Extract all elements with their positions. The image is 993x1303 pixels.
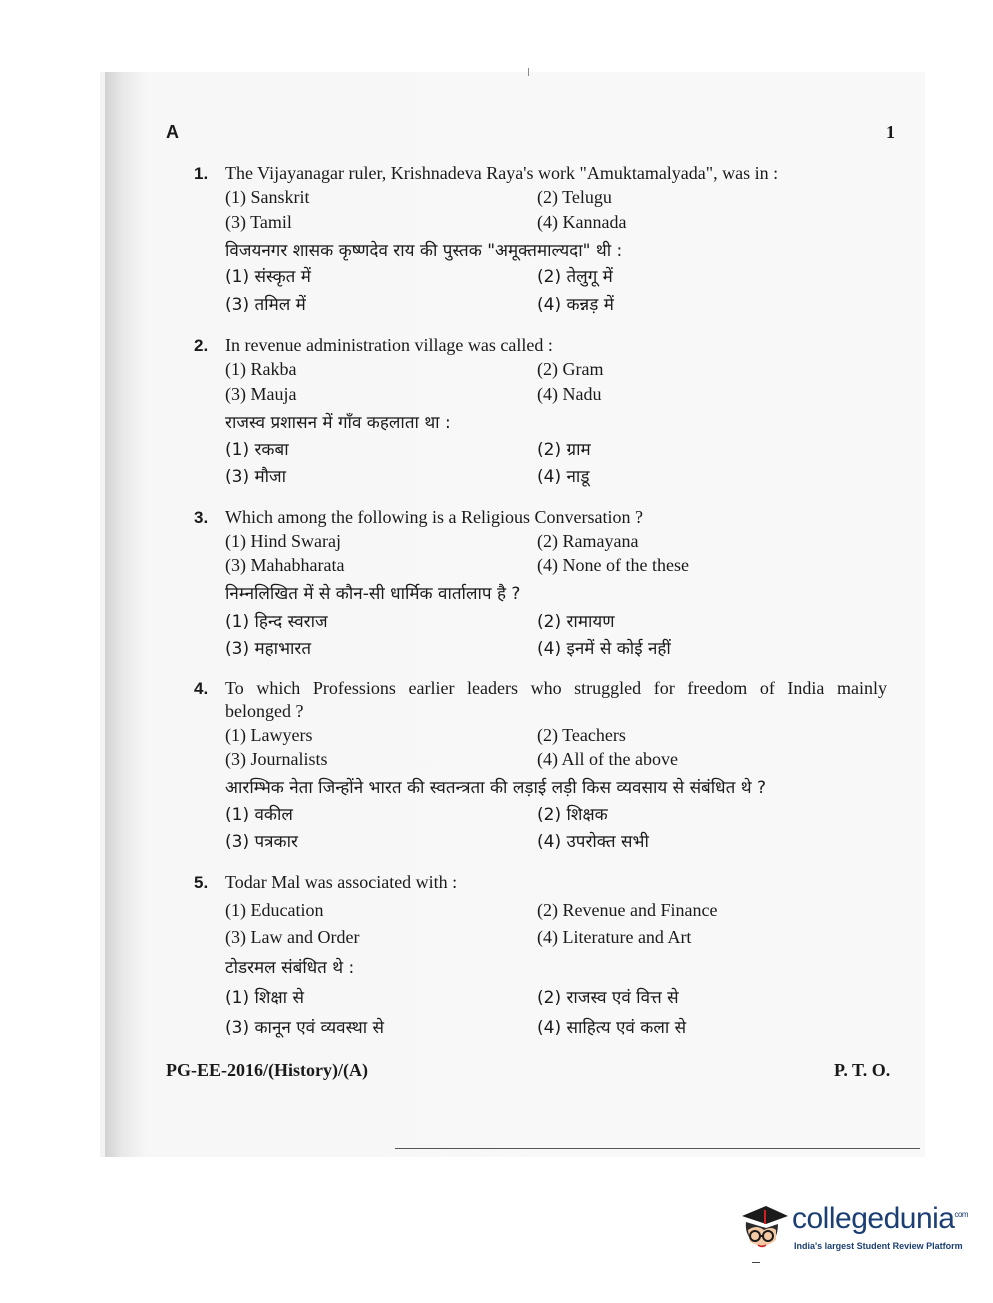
scan-mark: [752, 1262, 760, 1263]
question-4-option-4: (4) All of the above: [537, 749, 678, 769]
page-bottom-rule: [395, 1148, 920, 1149]
question-3-number: 3.: [194, 508, 209, 527]
question-3-option-2: (2) Ramayana: [537, 531, 639, 551]
question-3-option-3: (3) Mahabharata: [225, 555, 345, 575]
question-5-hindi: टोडरमल संबंधित थे :: [225, 958, 355, 978]
question-1-hindi-option-4: (4) कन्नड़ में: [537, 295, 614, 315]
question-4-hindi-option-3: (3) पत्रकार: [225, 832, 298, 852]
question-3-hindi-option-3: (3) महाभारत: [225, 639, 312, 659]
question-5-hindi-option-3: (3) कानून एवं व्यवस्था से: [225, 1018, 385, 1038]
please-turn-over: P. T. O.: [834, 1060, 891, 1080]
question-5-option-2: (2) Revenue and Finance: [537, 900, 718, 920]
question-2-hindi-option-4: (4) नाडू: [537, 467, 590, 487]
collegedunia-logo: [736, 1196, 969, 1256]
question-5-hindi-option-2: (2) राजस्व एवं वित्त से: [537, 988, 679, 1008]
question-2-option-2: (2) Gram: [537, 359, 604, 379]
question-4-option-2: (2) Teachers: [537, 725, 626, 745]
question-5-english: Todar Mal was associated with :: [225, 872, 458, 892]
question-5-hindi-option-1: (1) शिक्षा से: [225, 988, 304, 1008]
question-1-option-4: (4) Kannada: [537, 212, 627, 232]
logo-domain-suffix: com: [954, 1210, 969, 1219]
question-5-number: 5.: [194, 873, 209, 892]
question-1-option-1: (1) Sanskrit: [225, 187, 310, 207]
question-1-hindi-option-3: (3) तमिल में: [225, 295, 306, 315]
question-4-hindi-option-2: (2) शिक्षक: [537, 805, 608, 825]
question-1-hindi: विजयनगर शासक कृष्णदेव राय की पुस्तक "अमूक्तमाल्यदा" थी :: [225, 241, 623, 261]
question-2-english: In revenue administration village was called :: [225, 335, 553, 355]
question-5-option-3: (3) Law and Order: [225, 927, 360, 947]
question-2-hindi-option-2: (2) ग्राम: [537, 440, 591, 460]
question-5-hindi-option-4: (4) साहित्य एवं कला से: [537, 1018, 687, 1038]
question-3-english: Which among the following is a Religious Conversation ?: [225, 507, 643, 527]
question-2-number: 2.: [194, 336, 209, 355]
question-2-option-4: (4) Nadu: [537, 384, 602, 404]
question-4-hindi: आरम्भिक नेता जिन्होंने भारत की स्वतन्त्रता की लड़ाई लड़ी किस व्यवसाय से संबंधित थे ?: [225, 778, 767, 798]
series-code: A: [166, 122, 179, 142]
question-4-number: 4.: [194, 679, 209, 698]
question-1-hindi-option-2: (2) तेलुगू में: [537, 267, 613, 287]
question-4-option-3: (3) Journalists: [225, 749, 328, 769]
question-1-option-3: (3) Tamil: [225, 212, 292, 232]
question-2-option-3: (3) Mauja: [225, 384, 297, 404]
question-2-hindi-option-3: (3) मौजा: [225, 467, 287, 487]
logo-wordmark: collegedunia$^{com}$: [792, 1202, 969, 1235]
page-number: 1: [886, 122, 895, 142]
page-fold-shadow: [100, 72, 150, 1157]
question-4-option-1: (1) Lawyers: [225, 725, 313, 745]
question-4-english: To which Professions earlier leaders who struggled for freedom of India mainly: [225, 678, 887, 698]
question-2-hindi-option-1: (1) रकबा: [225, 440, 289, 460]
question-3-hindi-option-1: (1) हिन्द स्वराज: [225, 612, 328, 632]
question-5-option-4: (4) Literature and Art: [537, 927, 692, 947]
question-3-option-4: (4) None of the these: [537, 555, 689, 575]
question-4-hindi-option-1: (1) वकील: [225, 805, 293, 825]
question-5-option-1: (1) Education: [225, 900, 324, 920]
logo-tagline: India's largest Student Review Platform: [794, 1241, 963, 1251]
question-1-option-2: (2) Telugu: [537, 187, 612, 207]
question-3-hindi-option-4: (4) इनमें से कोई नहीं: [537, 639, 671, 659]
question-3-hindi-option-2: (2) रामायण: [537, 612, 615, 632]
question-3-hindi: निम्नलिखित में से कौन-सी धार्मिक वार्तालाप है ?: [225, 584, 521, 604]
question-1-number: 1.: [194, 164, 209, 183]
question-3-option-1: (1) Hind Swaraj: [225, 531, 341, 551]
question-1-english: The Vijayanagar ruler, Krishnadeva Raya's work "Amuktamalyada", was in :: [225, 163, 779, 183]
paper-code: PG-EE-2016/(History)/(A): [166, 1060, 368, 1080]
graduate-mascot-icon: [736, 1200, 790, 1254]
question-2-option-1: (1) Rakba: [225, 359, 297, 379]
question-4-hindi-option-4: (4) उपरोक्त सभी: [537, 832, 649, 852]
question-2-hindi: राजस्व प्रशासन में गाँव कहलाता था :: [225, 413, 451, 433]
question-1-hindi-option-1: (1) संस्कृत में: [225, 267, 311, 287]
scan-mark: [528, 68, 529, 76]
question-4-english-continued: belonged ?: [225, 701, 304, 721]
